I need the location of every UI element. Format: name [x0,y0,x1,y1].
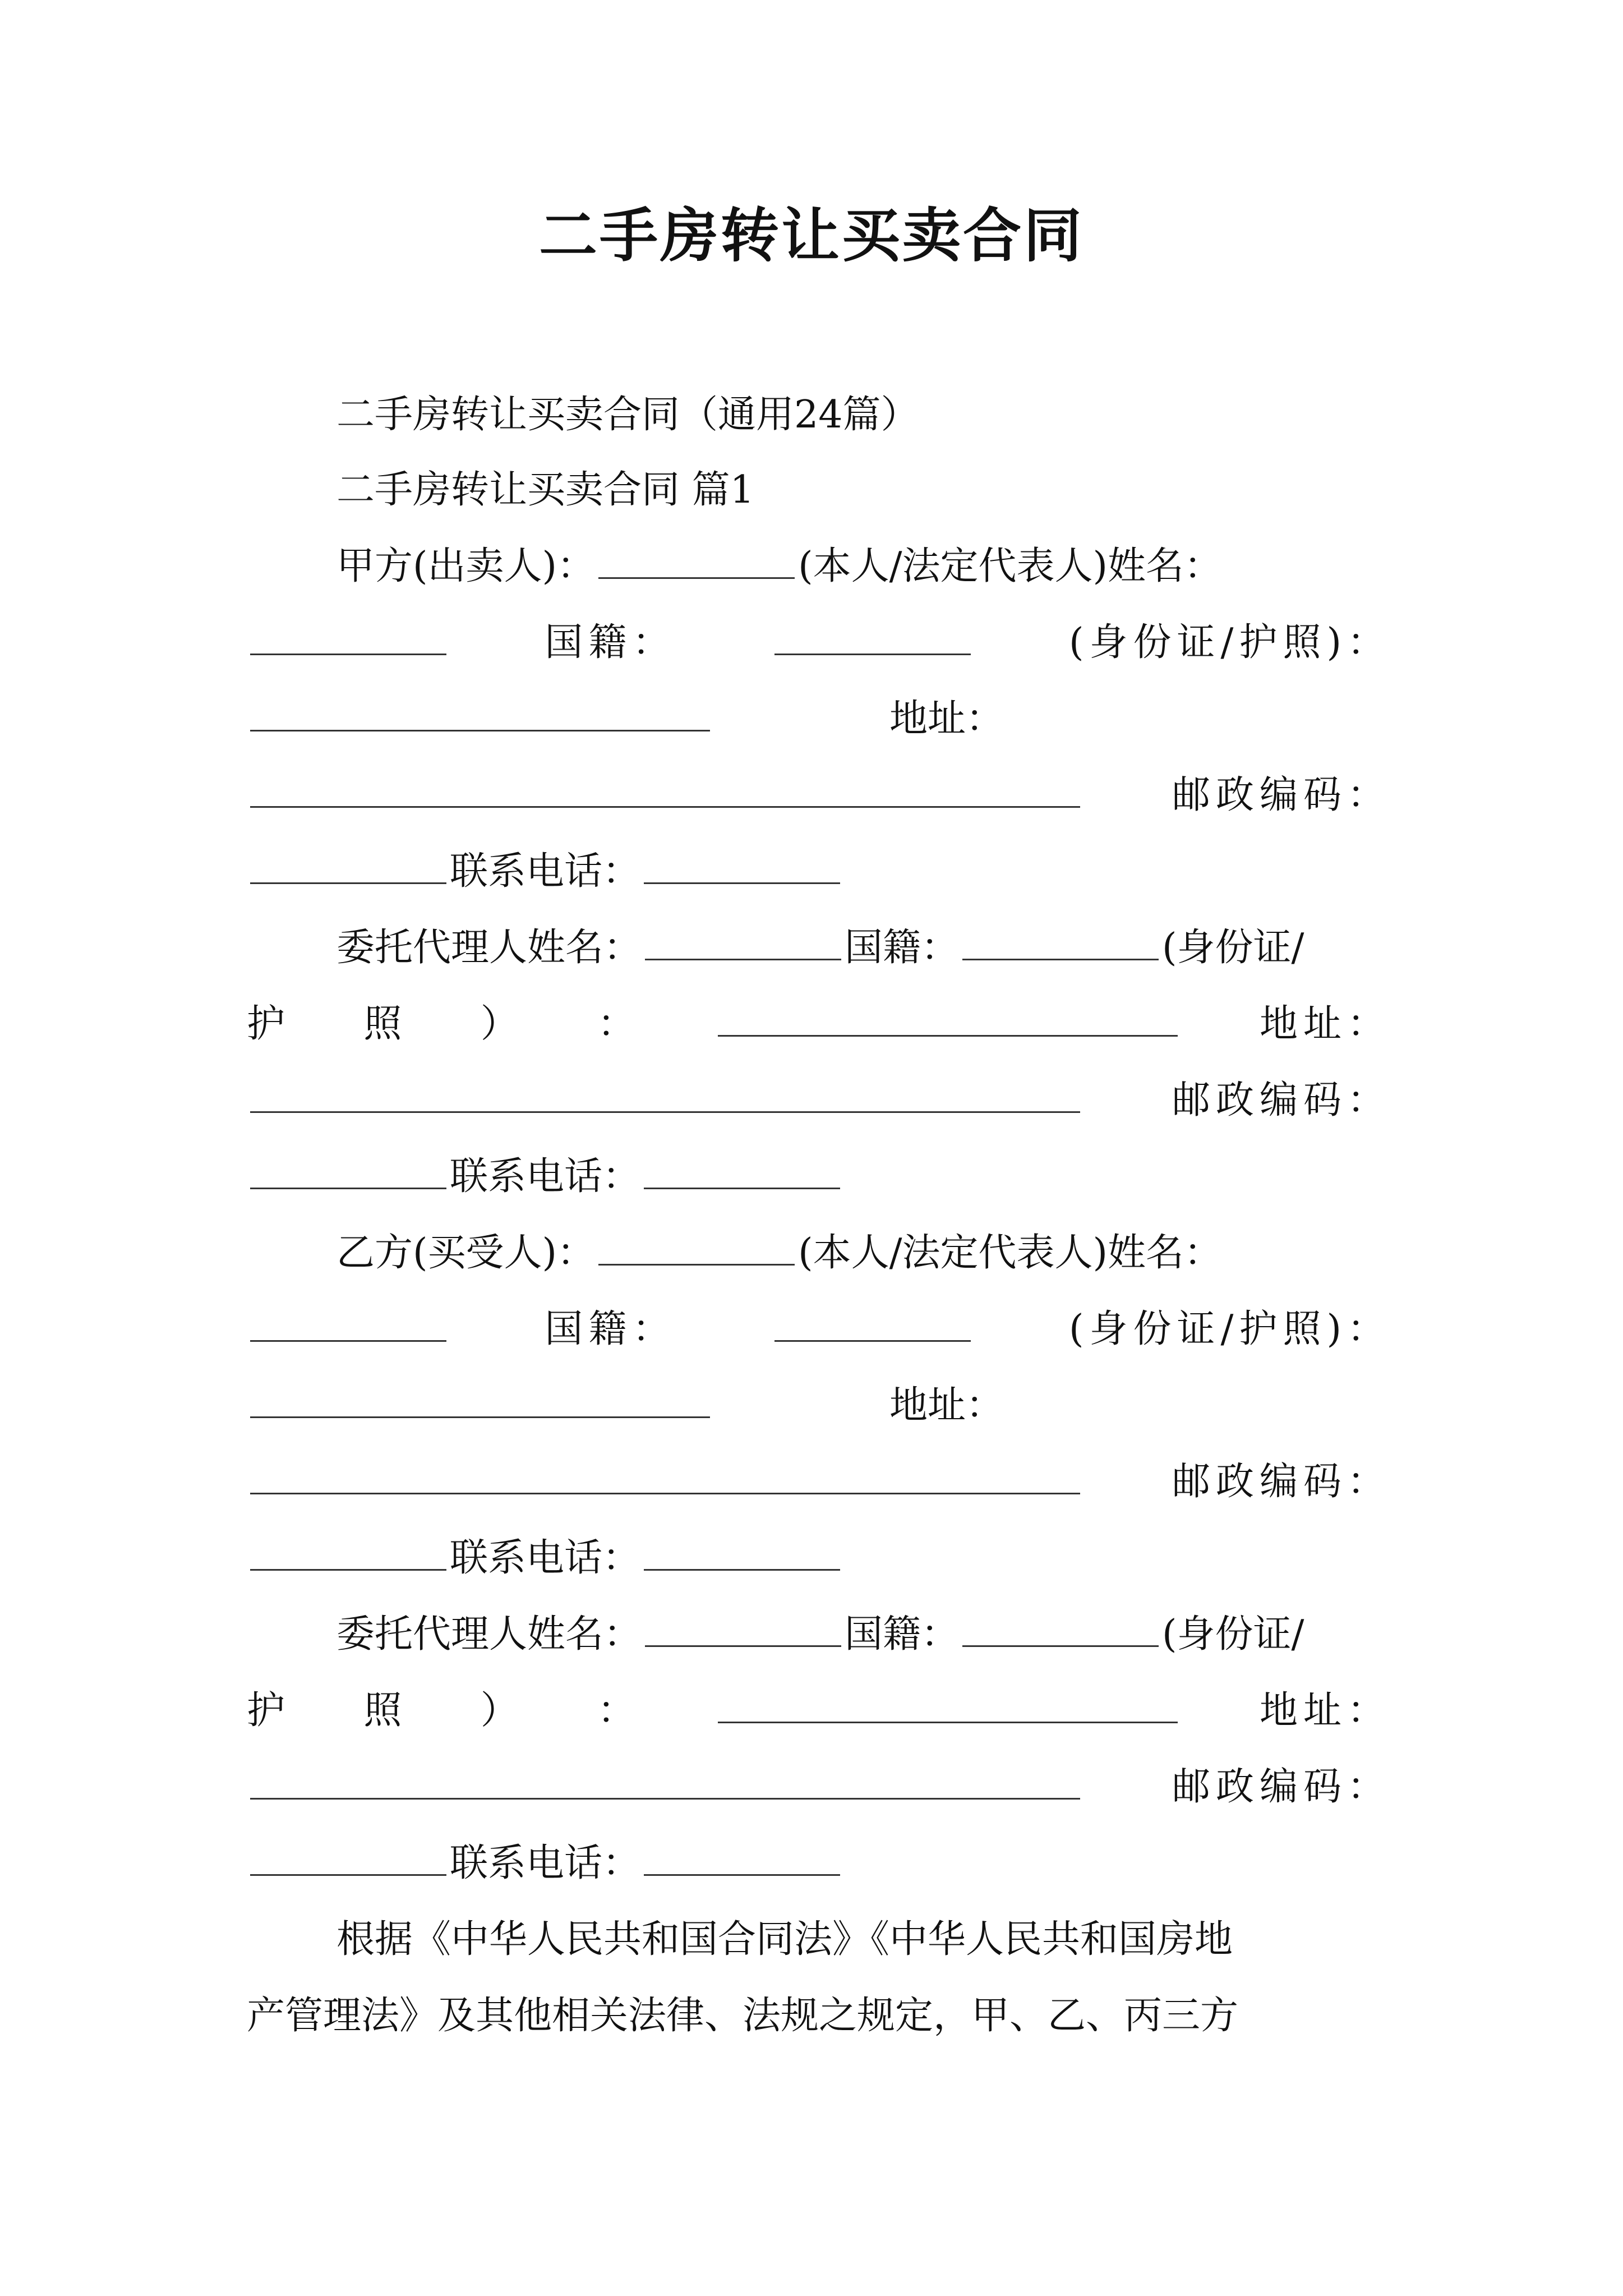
agent-a-id-char: ： [597,1002,636,1046]
agent-b-phone-blank [644,1871,840,1876]
agent-a-id-line [247,995,1391,1053]
agent-b-address-blank [250,1795,1080,1800]
party-a-id-blank [250,726,710,731]
agent-a-id-char: ） [480,1002,519,1046]
body-paragraph-line: 根据《中华人民共和国合同法》《中华人民共和国房地 [336,1917,1233,1962]
party-b-nationality-label: 国籍： [545,1307,676,1351]
agent-b-postcode-blank [250,1871,446,1876]
party-b-label: 乙方(买受人)： [336,1231,596,1275]
subtitle: 二手房转让买卖合同（通用24篇） [336,393,919,437]
party-b-postcode-blank [250,1566,446,1571]
party-a-address-blank [250,803,1080,808]
agent-b-id-blank [718,1718,1178,1723]
party-a-postcode-blank [250,879,446,884]
party-b-address-line [247,1377,1391,1435]
agent-b-phone-label: 联系电话： [450,1841,641,1885]
agent-b-name-label: 委托代理人姓名： [336,1612,642,1657]
party-a-nationality-label: 国籍： [545,620,676,665]
agent-a-postcode-blank [250,1184,446,1189]
party-a-address-line [247,690,1391,748]
body-paragraph-line: 产管理法》及其他相关法律、法规之规定，甲、乙、丙三方 [247,1994,1239,2038]
agent-b-id-char: ： [597,1688,636,1733]
party-a-blank [598,574,795,579]
party-b-id-label: (身份证/护照)： [1069,1307,1391,1351]
party-b-phone-line [247,1529,1391,1588]
agent-a-id-char: 照 [363,1002,402,1046]
party-b-phone-blank [644,1566,840,1571]
party-a-phone-blank [644,879,840,884]
agent-b-name-blank [645,1642,841,1647]
agent-b-postcode-line [247,1758,1391,1816]
agent-a-address-blank [250,1108,1080,1113]
party-b-address-blank [250,1489,1080,1494]
agent-a-line [247,919,1481,977]
document-title: 二手房转让买卖合同 [538,201,1084,270]
party-b-nationality-line [247,1300,1391,1359]
agent-a-nationality-label: 国籍： [845,926,960,970]
party-a-nationality-blank [774,650,971,655]
party-b-line [247,1224,1481,1282]
party-a-name-label: (本人/法定代表人)姓名： [798,544,1223,588]
agent-b-address-label: 地址： [1259,1688,1391,1733]
agent-a-nationality-blank [962,955,1159,960]
agent-b-phone-line [247,1834,1391,1893]
part-heading: 二手房转让买卖合同 篇1 [336,468,754,512]
agent-a-name-blank [645,955,841,960]
party-a-name-blank [250,650,446,655]
party-b-phone-label: 联系电话： [450,1536,641,1580]
agent-a-phone-line [247,1148,1391,1206]
agent-a-id-label: (身份证/ [1162,926,1304,970]
agent-a-name-label: 委托代理人姓名： [336,926,642,970]
party-a-id-label: (身份证/护照)： [1069,620,1391,665]
agent-b-id-char: ） [480,1688,519,1733]
agent-b-id-label: (身份证/ [1162,1612,1304,1657]
party-b-name-label: (本人/法定代表人)姓名： [798,1231,1223,1275]
party-b-name-blank [250,1337,446,1342]
party-a-label: 甲方(出卖人)： [336,544,596,588]
agent-b-nationality-label: 国籍： [845,1612,960,1657]
agent-b-id-char: 照 [363,1688,402,1733]
party-a-nationality-line [247,614,1391,672]
party-b-nationality-blank [774,1337,971,1342]
agent-a-postcode-label: 邮政编码： [1172,1078,1391,1122]
agent-b-nationality-blank [962,1642,1159,1647]
agent-b-postcode-label: 邮政编码： [1172,1765,1391,1809]
agent-a-address-label: 地址： [1259,1002,1391,1046]
agent-a-postcode-line [247,1071,1391,1130]
party-a-postcode-line [247,766,1391,825]
agent-a-id-blank [718,1032,1178,1037]
party-b-postcode-label: 邮政编码： [1172,1460,1391,1504]
party-b-address-label: 地址： [889,1383,1004,1428]
agent-a-phone-blank [644,1184,840,1189]
agent-a-id-char: 护 [247,1002,285,1046]
party-a-postcode-label: 邮政编码： [1172,773,1391,817]
agent-b-line [247,1605,1481,1664]
party-a-line [247,537,1481,596]
party-b-postcode-line [247,1453,1391,1511]
party-b-id-blank [250,1413,710,1418]
party-a-phone-line [247,843,1391,901]
agent-b-id-line [247,1682,1391,1740]
agent-b-id-char: 护 [247,1688,285,1733]
party-b-blank [598,1260,795,1266]
party-a-address-label: 地址： [889,697,1004,741]
agent-a-phone-label: 联系电话： [450,1154,641,1199]
party-a-phone-label: 联系电话： [450,849,641,894]
